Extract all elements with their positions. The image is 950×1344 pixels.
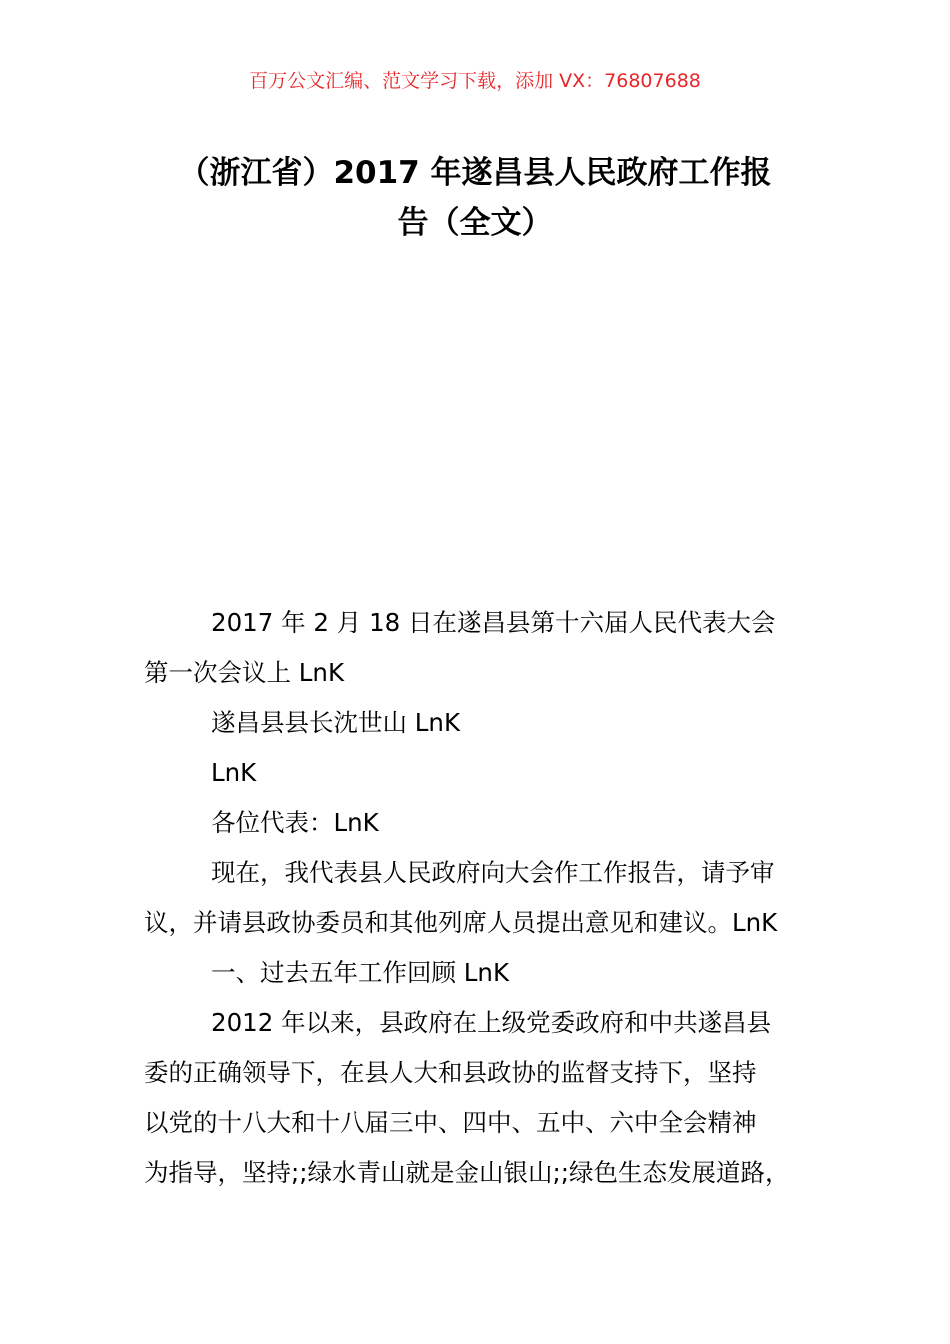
- header-promo-note: 百万公文汇编、范文学习下载，添加 VX：76807688: [249, 70, 701, 92]
- paragraph-blank-marker: LnK: [211, 758, 257, 787]
- section-heading: 一、过去五年工作回顾 LnK: [211, 958, 510, 987]
- paragraph-line: 委的正确领导下，在县人大和县政协的监督支持下，坚持: [144, 1058, 757, 1087]
- paragraph-line: 第一次会议上 LnK: [144, 658, 345, 687]
- paragraph-speaker: 遂昌县县长沈世山 LnK: [211, 708, 461, 737]
- paragraph-line: 2017 年 2 月 18 日在遂昌县第十六届人民代表大会: [211, 608, 776, 637]
- document-title-line-1: （浙江省）2017 年遂昌县人民政府工作报: [178, 155, 772, 191]
- document-body: [144, 598, 814, 1198]
- paragraph-line: 为指导，坚持;;绿水青山就是金山银山;;绿色生态发展道路，: [144, 1158, 790, 1187]
- paragraph-line: 议，并请县政协委员和其他列席人员提出意见和建议。LnK: [144, 908, 778, 937]
- paragraph-line: 现在，我代表县人民政府向大会作工作报告，请予审: [211, 858, 775, 887]
- paragraph-salutation: 各位代表：LnK: [211, 808, 379, 837]
- paragraph-line: 2012 年以来，县政府在上级党委政府和中共遂昌县: [211, 1008, 772, 1037]
- document-title-line-2: 告（全文）: [397, 205, 553, 241]
- paragraph-review: [144, 998, 814, 1198]
- paragraph-intro: [144, 848, 814, 948]
- paragraph-line: 以党的十八大和十八届三中、四中、五中、六中全会精神: [144, 1108, 757, 1137]
- paragraph-meeting-info: [144, 598, 814, 698]
- document-title: [140, 148, 810, 248]
